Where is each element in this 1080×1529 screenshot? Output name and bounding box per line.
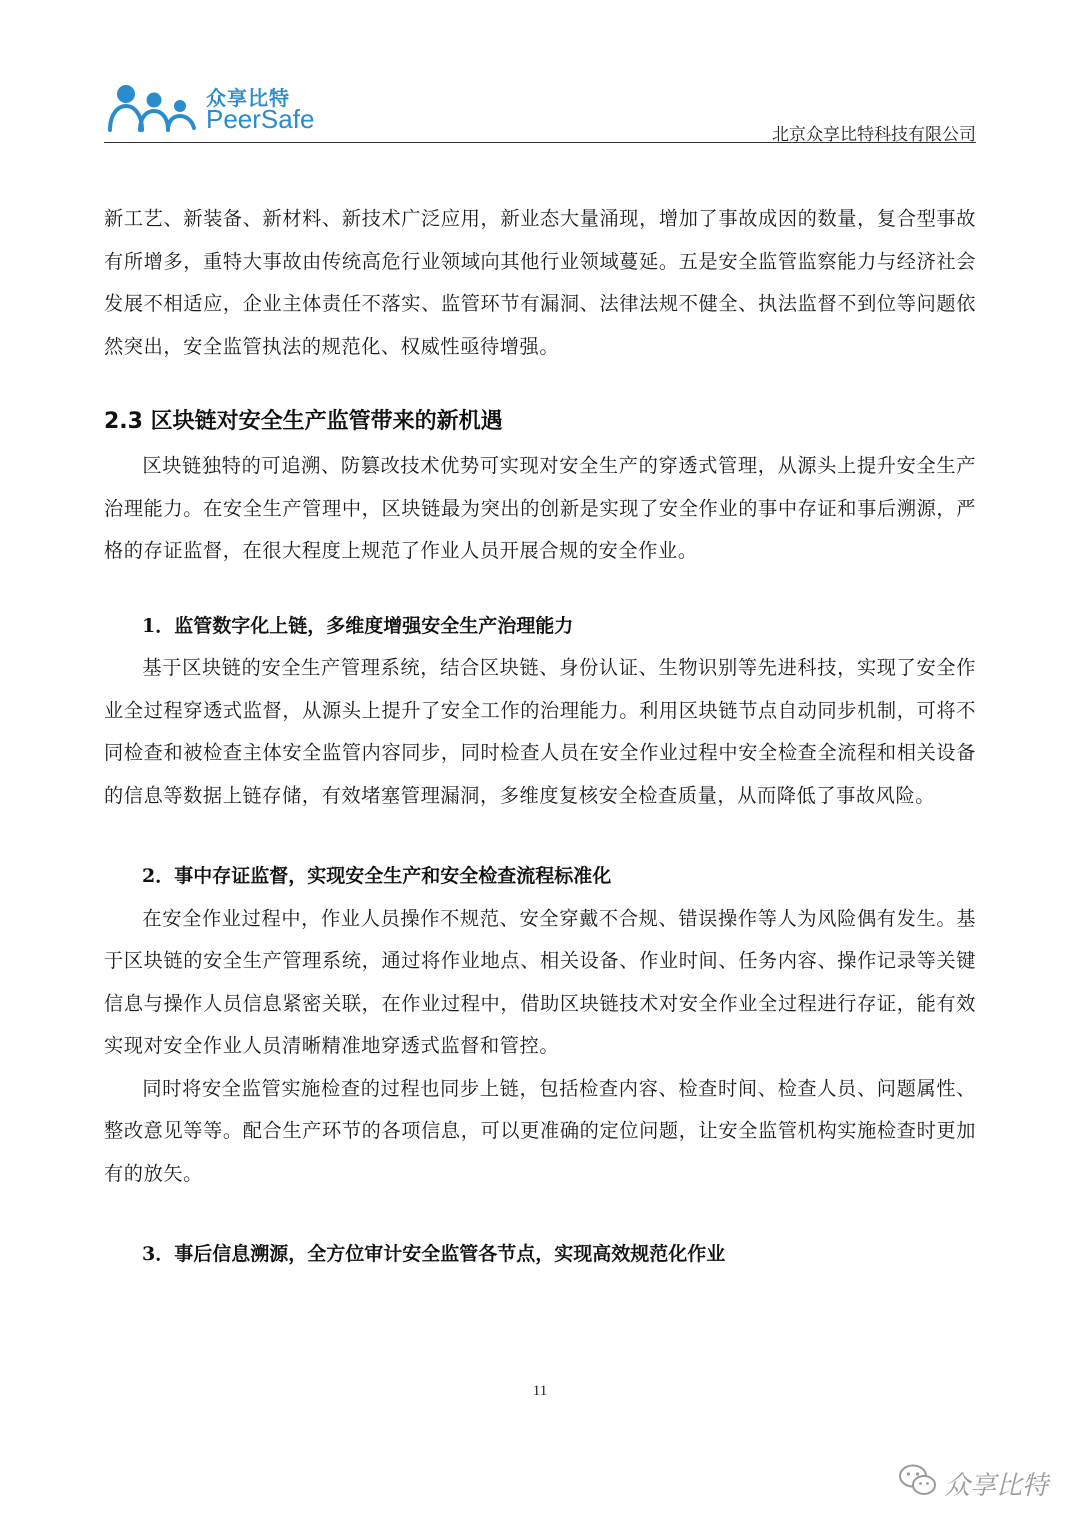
company-logo (106, 78, 346, 138)
watermark (898, 1462, 1058, 1502)
people-group-logo-icon (106, 78, 206, 138)
header-divider (104, 142, 976, 143)
section-intro-paragraph: 区块链独特的可追溯、防篡改技术优势可实现对安全生产的穿透式管理，从源头上提升安全生产治理能力。在安全生产管理中，区块链最为突出的创新是实现了安全作业的事中存证和事后溯源，严格的存证监督，在很大程度上规范了作业人员开展合规的安全作业。 (104, 454, 976, 562)
document-body (104, 198, 976, 1276)
spacer (104, 817, 976, 855)
item-1-paragraph: 基于区块链的安全生产管理系统，结合区块链、身份认证、生物识别等先进科技，实现了安全作业全过程穿透式监督，从源头上提升了安全工作的治理能力。利用区块链节点自动同步机制，可将不同检查和被检查主体安全监管内容同步，同时检查人员在安全作业过程中安全检查全流程和相关设备的信息等数据上链存储，有效堵塞管理漏洞，多维度复核安全检查质量，从而降低了事故风险。 (104, 656, 976, 807)
wechat-icon (898, 1462, 938, 1498)
item-2-paragraph-2: 同时将安全监管实施检查的过程也同步上链，包括检查内容、检查时间、检查人员、问题属性、整改意见等等。配合生产环节的各项信息，可以更准确的定位问题，让安全监管机构实施检查时更加有的放矢。 (104, 1076, 976, 1185)
page-number: 11 (532, 1383, 548, 1399)
logo-english-name: PeerSafe (206, 104, 315, 134)
item-heading-1: 1．监管数字化上链，多维度增强安全生产治理能力 (142, 614, 574, 637)
item-heading-2: 2．事中存证监督，实现安全生产和安全检查流程标准化 (142, 865, 612, 887)
item-2-paragraph: 在安全作业过程中，作业人员操作不规范、安全穿戴不合规、错误操作等人为风险偶有发生。基于区块链的安全生产管理系统，通过将作业地点、相关设备、作业时间、任务内容、操作记录等关键信息与操作人员信息紧密关联，在作业过程中，借助区块链技术对安全作业全过程进行存证，能有效实现对安全作业人员清晰精准地穿透式监督和管控。 (104, 906, 976, 1057)
watermark-text: 众享比特 (944, 1471, 1049, 1501)
section-heading: 2.3 区块链对安全生产监管带来的新机遇 (104, 409, 503, 434)
paragraph-continued: 新工艺、新装备、新材料、新技术广泛应用，新业态大量涌现，增加了事故成因的数量，复合型事故有所增多，重特大事故由传统高危行业领域向其他行业领域蔓延。五是安全监管监察能力与经济社会发展不相适应，企业主体责任不落实、监管环节有漏洞、法律法规不健全、执法监督不到位等问题依然突出，安全监管执法的规范化、权威性亟待增强。 (104, 207, 976, 358)
logo-chinese-name: 众享比特 (206, 86, 290, 110)
spacer (104, 368, 976, 402)
spacer (104, 573, 976, 605)
spacer (104, 1195, 976, 1233)
item-heading-3: 3．事后信息溯源，全方位审计安全监管各节点，实现高效规范化作业 (142, 1243, 726, 1265)
company-name: 北京众享比特科技有限公司 (772, 125, 976, 145)
